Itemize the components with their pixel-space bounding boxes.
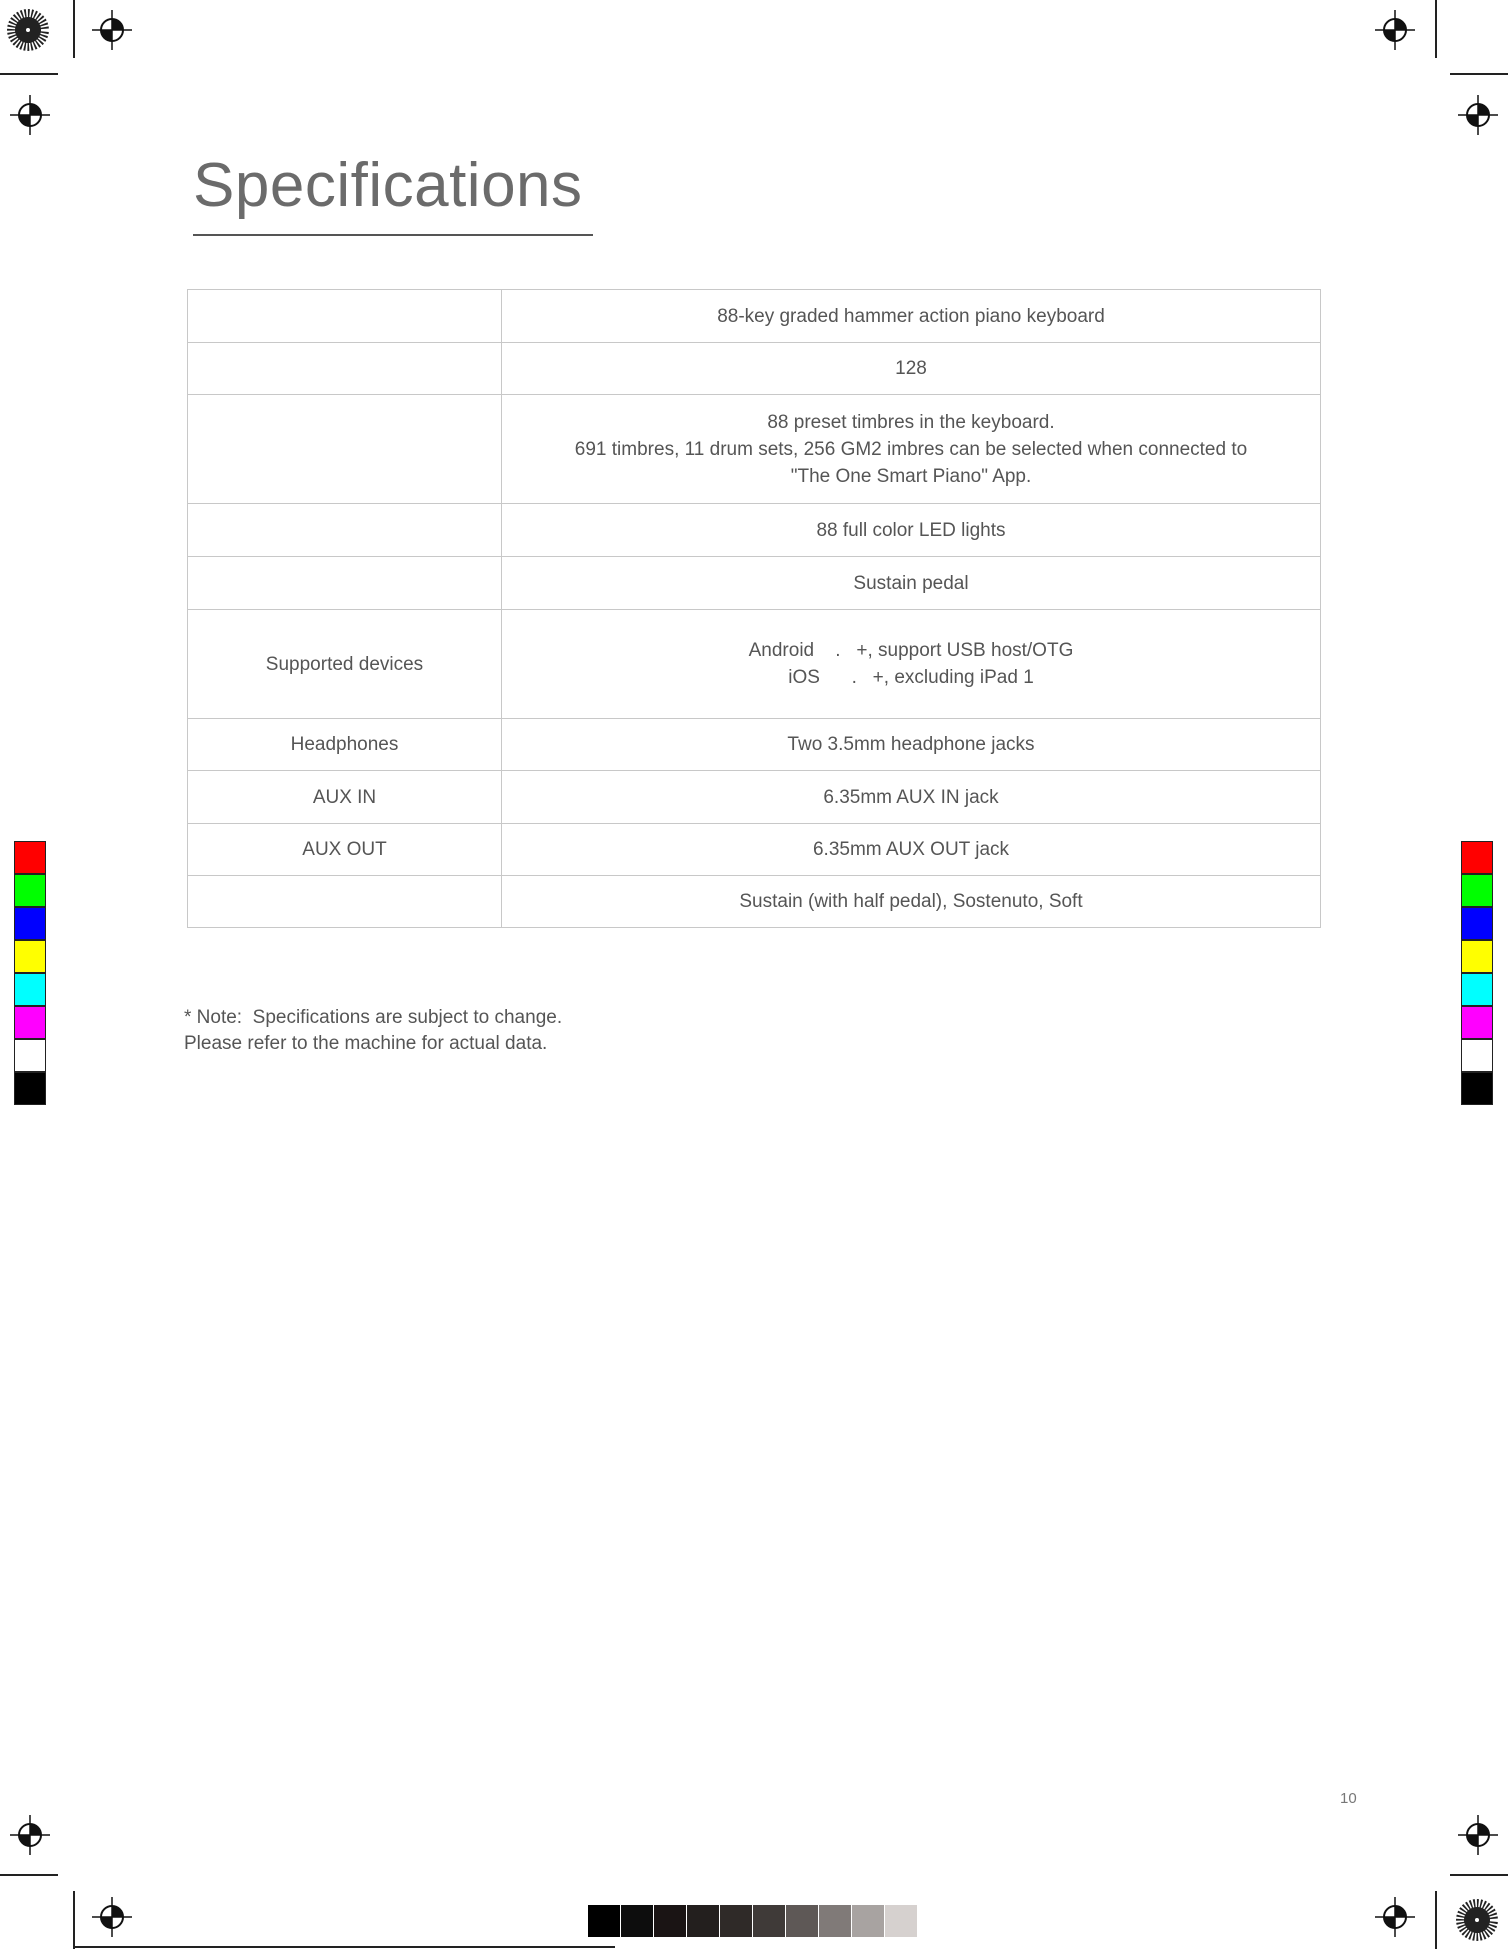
spec-label (188, 290, 502, 343)
table-row (188, 395, 1321, 504)
spec-value-line: 691 timbres, 11 drum sets, 256 GM2 imbres can be selected when connected to (574, 438, 1248, 460)
grayscale-calibration-strip (588, 1905, 918, 1937)
spec-label: Headphones (188, 719, 502, 771)
spec-value (502, 824, 1321, 876)
registration-mark-icon (1375, 1897, 1415, 1937)
gray-swatch (621, 1905, 653, 1937)
color-swatch (14, 973, 46, 1006)
spec-label: AUX IN (188, 771, 502, 824)
page-title: Specifications (193, 151, 583, 220)
spec-label (188, 343, 502, 395)
crop-line (73, 0, 75, 58)
spec-value-line: iOS . +, excluding iPad 1 (788, 667, 1034, 688)
spec-value (502, 771, 1321, 824)
spec-value-line: Two 3.5mm headphone jacks (787, 734, 1035, 755)
spec-label (188, 557, 502, 610)
color-swatch (1461, 1039, 1493, 1072)
spec-value (502, 719, 1321, 771)
spec-label: Supported devices (188, 610, 502, 719)
footnote-line: Please refer to the machine for actual data. (184, 1033, 548, 1054)
spec-value-line: 88-key graded hammer action piano keyboard (717, 305, 1105, 327)
crop-line (1435, 0, 1437, 58)
table-row (188, 771, 1321, 824)
crop-line (1450, 1874, 1508, 1876)
gray-swatch (786, 1905, 818, 1937)
color-swatch (1461, 907, 1493, 940)
spec-value-line: 6.35mm AUX OUT jack (812, 839, 1010, 860)
gray-swatch (588, 1905, 620, 1937)
registration-mark-icon (1375, 10, 1415, 50)
table-row (188, 824, 1321, 876)
registration-mark-icon (1458, 1815, 1498, 1855)
color-calibration-bar (1461, 841, 1493, 1105)
footnote (184, 1005, 562, 1057)
table-row (188, 290, 1321, 343)
crop-line (73, 1891, 75, 1949)
starburst-mark-icon (6, 8, 50, 52)
spec-value (502, 557, 1321, 610)
spec-value-line: 88 preset timbres in the keyboard. (767, 411, 1055, 433)
spec-value-line: Sustain (with half pedal), Sostenuto, Soft (739, 891, 1083, 912)
registration-mark-icon (10, 95, 50, 135)
title-underline (193, 234, 593, 236)
crop-line (0, 73, 58, 75)
table-row (188, 557, 1321, 610)
spec-value-line: Android . +, support USB host/OTG (748, 640, 1074, 661)
crop-line (1450, 73, 1508, 75)
spec-value-line: 88 full color LED lights (816, 519, 1006, 541)
gray-swatch (852, 1905, 884, 1937)
spec-label (188, 504, 502, 557)
spec-value (502, 876, 1321, 928)
table-row (188, 610, 1321, 719)
gray-swatch (819, 1905, 851, 1937)
gray-swatch (687, 1905, 719, 1937)
color-swatch (14, 940, 46, 973)
registration-mark-icon (92, 1897, 132, 1937)
spec-value (502, 290, 1321, 343)
gray-swatch (885, 1905, 917, 1937)
registration-mark-icon (92, 10, 132, 50)
color-swatch (14, 1039, 46, 1072)
color-swatch (1461, 1072, 1493, 1105)
spec-label (188, 876, 502, 928)
color-swatch (1461, 940, 1493, 973)
color-swatch (1461, 841, 1493, 874)
starburst-mark-icon (1455, 1898, 1499, 1942)
footnote-line: * Note: Specifications are subject to change. (184, 1007, 563, 1028)
spec-value-line: Sustain pedal (853, 572, 969, 594)
spec-label (188, 395, 502, 504)
color-swatch (1461, 973, 1493, 1006)
page-number: 10 (1340, 1790, 1357, 1807)
color-swatch (14, 1006, 46, 1039)
table-row (188, 719, 1321, 771)
crop-line (75, 1946, 615, 1948)
table-row (188, 504, 1321, 557)
color-swatch (1461, 874, 1493, 907)
color-calibration-bar (14, 841, 46, 1105)
crop-line (1435, 1891, 1437, 1949)
color-swatch (14, 874, 46, 907)
crop-line (0, 1874, 58, 1876)
gray-swatch (654, 1905, 686, 1937)
spec-table (187, 289, 1321, 928)
spec-value (502, 343, 1321, 395)
spec-value (502, 395, 1321, 504)
spec-label: AUX OUT (188, 824, 502, 876)
spec-value (502, 610, 1321, 719)
spec-value-line: 6.35mm AUX IN jack (823, 786, 999, 808)
color-swatch (14, 907, 46, 940)
gray-swatch (720, 1905, 752, 1937)
registration-mark-icon (10, 1815, 50, 1855)
registration-mark-icon (1458, 95, 1498, 135)
spec-value-line: 128 (895, 358, 927, 379)
table-row (188, 876, 1321, 928)
gray-swatch (753, 1905, 785, 1937)
color-swatch (14, 1072, 46, 1105)
color-swatch (1461, 1006, 1493, 1039)
spec-value (502, 504, 1321, 557)
spec-value-line: "The One Smart Piano" App. (790, 465, 1032, 487)
table-row (188, 343, 1321, 395)
color-swatch (14, 841, 46, 874)
